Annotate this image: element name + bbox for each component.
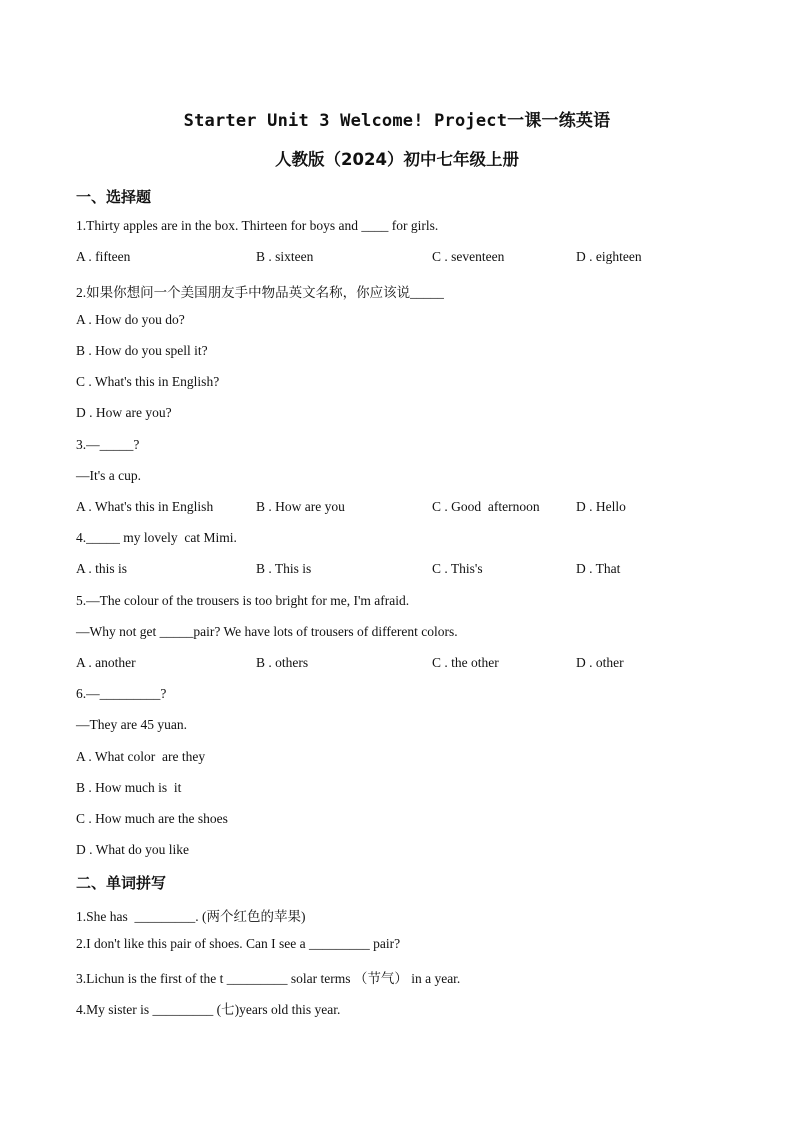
question-1-stem: 1.Thirty apples are in the box. Thirteen for boys and ____ for girls.	[76, 218, 439, 233]
question-6-option-c: C . How much are the shoes	[76, 811, 228, 826]
question-2-option-b: B . How do you spell it?	[76, 343, 208, 358]
question-5-option-d: D . other	[576, 655, 624, 670]
question-5-stem: 5.—The colour of the trousers is too bright for me, I'm afraid.	[76, 593, 410, 608]
question-2-option-c: C . What's this in English?	[76, 374, 220, 389]
spelling-item-2: 2.I don't like this pair of shoes. Can I see a _________ pair?	[76, 936, 401, 951]
question-3-option-b: B . How are you	[256, 499, 345, 514]
spelling-item-1: 1.She has _________. (两个红色的苹果)	[76, 909, 306, 924]
question-2-option-d: D . How are you?	[76, 405, 172, 420]
question-5-option-c: C . the other	[432, 655, 499, 670]
question-2-option-a: A . How do you do?	[76, 312, 185, 327]
question-4-option-d: D . That	[576, 561, 621, 576]
question-6-option-b: B . How much is it	[76, 780, 182, 795]
question-4-stem: 4._____ my lovely cat Mimi.	[76, 530, 237, 545]
question-6-option-d: D . What do you like	[76, 842, 189, 857]
question-3-option-d: D . Hello	[576, 499, 626, 514]
question-4-option-a: A . this is	[76, 561, 128, 576]
spelling-item-4: 4.My sister is _________ (七)years old this year.	[76, 1002, 341, 1017]
question-1-option-a: A . fifteen	[76, 249, 131, 264]
question-1-option-b: B . sixteen	[256, 249, 314, 264]
question-1-option-d: D . eighteen	[576, 249, 642, 264]
question-5-option-a: A . another	[76, 655, 136, 670]
question-3-dialogue: —It's a cup.	[76, 468, 142, 483]
section-heading-spelling: 二、单词拼写	[76, 874, 167, 892]
question-5-dialogue: —Why not get _____pair? We have lots of trousers of different colors.	[76, 624, 458, 639]
question-3-stem: 3.—_____?	[76, 437, 140, 452]
question-2-stem: 2.如果你想问一个美国朋友手中物品英文名称，你应该说_____	[76, 285, 444, 300]
document-subtitle: 人教版（2024）初中七年级上册	[275, 150, 519, 169]
question-5-option-b: B . others	[256, 655, 309, 670]
question-1-option-c: C . seventeen	[432, 249, 505, 264]
question-4-option-c: C . This's	[432, 561, 483, 576]
question-6-dialogue: —They are 45 yuan.	[76, 717, 187, 732]
spelling-item-3: 3.Lichun is the first of the t _________ solar terms （节气） in a year.	[76, 971, 461, 986]
document-title: Starter Unit 3 Welcome! Project一课一练英语	[183, 111, 611, 131]
section-heading-multiple-choice: 一、选择题	[76, 188, 152, 206]
question-6-stem: 6.—_________?	[76, 686, 167, 701]
question-6-option-a: A . What color are they	[76, 749, 206, 764]
question-4-option-b: B . This is	[256, 561, 312, 576]
question-3-option-c: C . Good afternoon	[432, 499, 540, 514]
question-3-option-a: A . What's this in English	[76, 499, 214, 514]
